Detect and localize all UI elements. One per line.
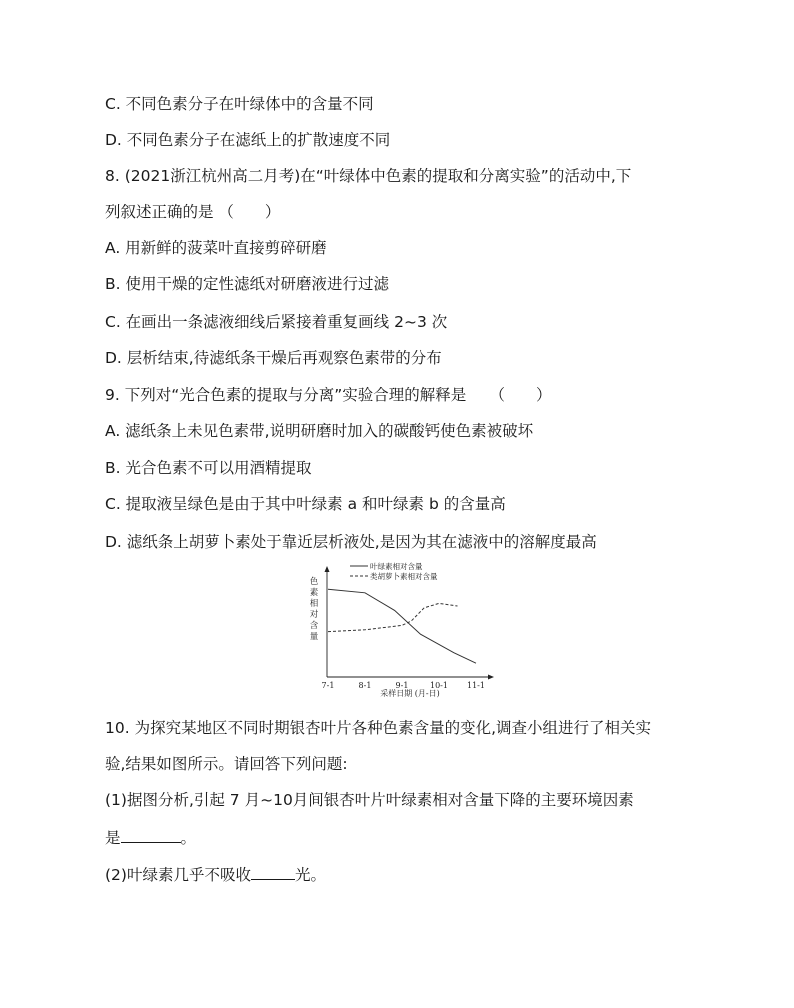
question-10-part-1: (1)据图分析,引起 7 月~10月间银杏叶片叶绿素相对含量下降的主要环境因素 [105, 791, 634, 809]
carotenoid-line [328, 603, 458, 631]
x-tick-label: 11-1 [467, 681, 485, 690]
x-tick-label: 8-1 [358, 681, 372, 690]
question-9-stem: 9. 下列对“光合色素的提取与分离”实验合理的解释是 （ ） [105, 386, 552, 404]
question-10-stem-cont: 验,结果如图所示。请回答下列问题: [105, 755, 348, 773]
y-label-char: 色 [309, 577, 319, 587]
x-axis-arrow [488, 675, 494, 680]
option-a-q9: A. 滤纸条上未见色素带,说明研磨时加入的碳酸钙使色素被破坏 [105, 422, 534, 440]
answer-blank-1[interactable] [121, 827, 181, 843]
chart-legend [350, 561, 438, 581]
question-8-stem: 8. (2021浙江杭州高二月考)在“叶绿体中色素的提取和分离实验”的活动中,下 [105, 167, 632, 185]
option-d-q8: D. 层析结束,待滤纸条干燥后再观察色素带的分布 [105, 349, 442, 367]
option-d-q9: D. 滤纸条上胡萝卜素处于靠近层析液处,是因为其在滤液中的溶解度最高 [105, 533, 597, 551]
y-label-char: 量 [309, 632, 319, 642]
question-10-stem: 10. 为探究某地区不同时期银杏叶片各种色素含量的变化,调查小组进行了相关实 [105, 719, 652, 737]
chart-series [328, 589, 476, 663]
x-tick-label: 7-1 [321, 681, 335, 690]
x-tick-label: 9-1 [395, 681, 409, 690]
option-c-q9: C. 提取液呈绿色是由于其中叶绿素 a 和叶绿素 b 的含量高 [105, 495, 506, 513]
y-label-char: 素 [309, 588, 319, 598]
chart-axes [325, 566, 495, 680]
chlorophyll-line [328, 589, 476, 663]
y-axis-arrow [325, 566, 330, 572]
pigment-content-chart [300, 560, 500, 700]
question-10-part-2: (2)叶绿素几乎不吸收 光。 [105, 866, 326, 884]
question-10-part-1-answer: 是 。 [105, 829, 197, 847]
question-8-stem-cont: 列叙述正确的是 （ ） [105, 203, 281, 221]
option-b-q9: B. 光合色素不可以用酒精提取 [105, 459, 312, 477]
x-tick-label: 10-1 [430, 681, 448, 690]
option-c-q8: C. 在画出一条滤液细线后紧接着重复画线 2~3 次 [105, 313, 448, 331]
y-label-char: 相 [309, 599, 319, 609]
y-label-char: 对 [309, 610, 319, 620]
option-d-q7: D. 不同色素分子在滤纸上的扩散速度不同 [105, 131, 391, 149]
legend-label: 叶绿素相对含量 [370, 562, 423, 571]
option-a-q8: A. 用新鲜的菠菜叶直接剪碎研磨 [105, 239, 327, 257]
y-label-char: 含 [309, 621, 319, 631]
option-c-q7: C. 不同色素分子在叶绿体中的含量不同 [105, 95, 374, 113]
option-b-q8: B. 使用干燥的定性滤纸对研磨液进行过滤 [105, 275, 389, 293]
legend-label: 类胡萝卜素相对含量 [370, 572, 438, 581]
answer-blank-2[interactable] [251, 864, 295, 880]
chart-y-label [310, 576, 319, 642]
chart-x-label: 采样日期 (月-日) [380, 689, 440, 698]
